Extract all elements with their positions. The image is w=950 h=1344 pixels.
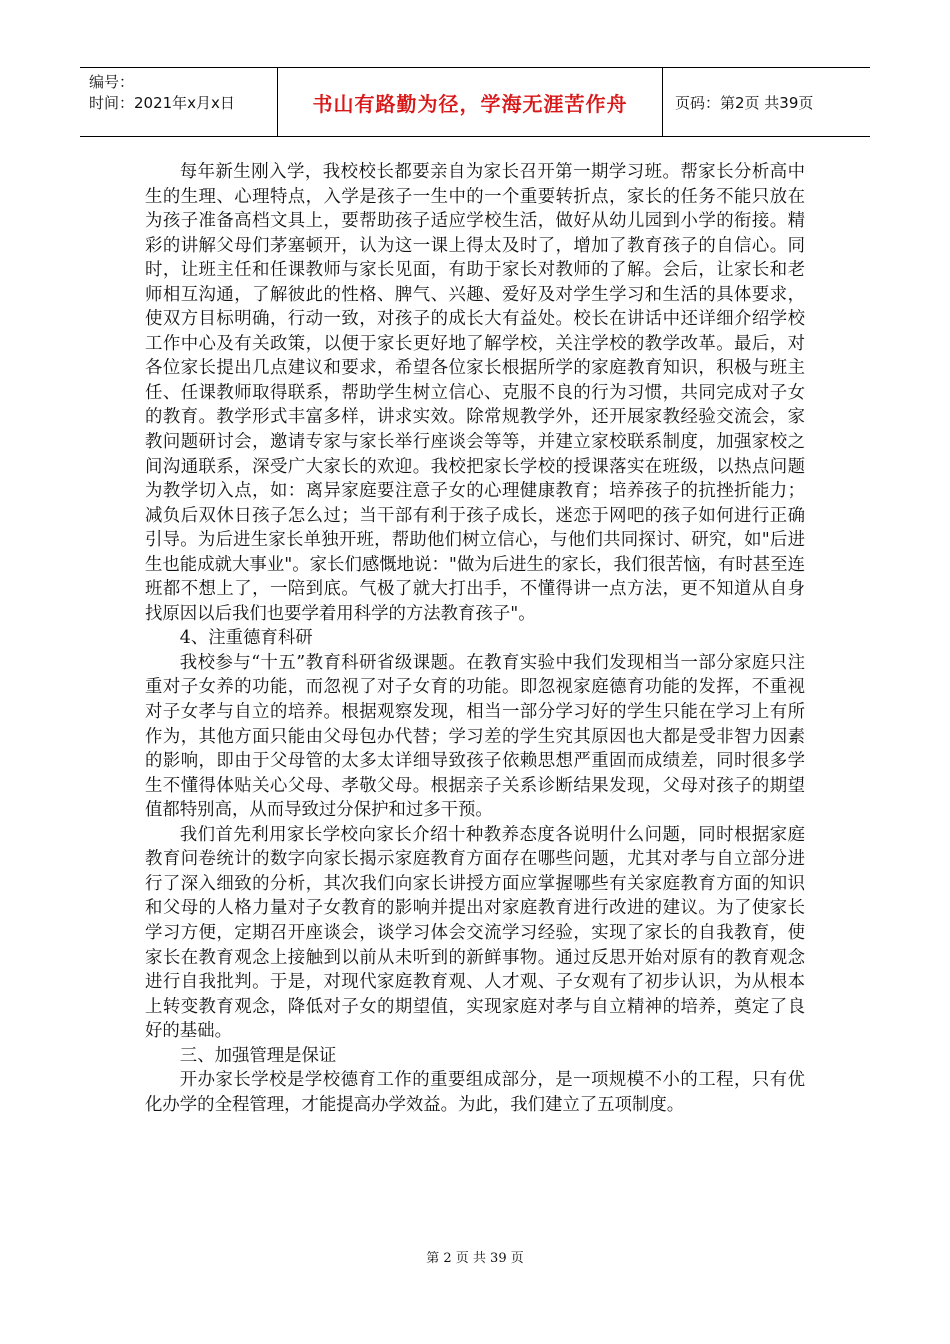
document-body (145, 160, 805, 1117)
paragraph-parent-class: 每年新生刚入学，我校校长都要亲自为家长召开第一期学习班。帮家长分析高中生的生理、心理特点，入学是孩子一生中的一个重要转折点，家长的任务不能只放在为孩子准备高档文具上，要帮助孩子适应学校生活，做好从幼儿园到小学的衔接。精彩的讲解父母们茅塞顿开，认为这一课上得太及时了，增加了教育孩子的自信心。同时，让班主任和任课教师与家长见面，有助于家长对教师的了解。会后，让家长和老师相互沟通，了解彼此的性格、脾气、兴趣、爱好及对学生学习和生活的具体要求，使双方目标明确，行动一致，对孩子的成长大有益处。校长在讲话中还详细介绍学校工作中心及有关政策，以便于家长更好地了解学校，关注学校的教学改革。最后，对各位家长提出几点建议和要求，希望各位家长根据所学的家庭教育知识，积极与班主任、任课教师取得联系，帮助学生树立信心、克服不良的行为习惯，共同完成对子女的教育。教学形式丰富多样，讲求实效。除常规教学外，还开展家教经验交流会，家教问题研讨会，邀请专家与家长举行座谈会等等，并建立家校联系制度，加强家校之间沟通联系，深受广大家长的欢迎。我校把家长学校的授课落实在班级，以热点问题为教学切入点，如：离异家庭要注意子女的心理健康教育；培养孩子的抗挫折能力；减负后双休日孩子怎么过；当干部有利于孩子成长，迷恋于网吧的孩子如何进行正确引导。为后进生家长单独开班，帮助他们树立信心，与他们共同探讨、研究，如"后进生也能成就大事业"。家长们感慨地说："做为后进生的家长，我们很苦恼，有时甚至连班都不想上了，一陪到底。气极了就大打出手，不懂得讲一点方法，更不知道从自身找原因以后我们也要学着用科学的方法教育孩子"。 (145, 162, 805, 624)
header-motto-cell (278, 68, 663, 136)
document-number-label: 编号： (89, 73, 135, 91)
paragraph-management: 开办家长学校是学校德育工作的重要组成部分，是一项规模不小的工程，只有优化办学的全程管理，才能提高办学效益。为此，我们建立了五项制度。 (145, 1070, 805, 1115)
document-header (80, 67, 870, 137)
paragraph-parent-school-methods: 我们首先利用家长学校向家长介绍十种教养态度各说明什么问题，同时根据家庭教育问卷统计的数字向家长揭示家庭教育方面存在哪些问题，尤其对孝与自立部分进行了深入细致的分析，其次我们向家长讲授方面应掌握哪些有关家庭教育方面的知识和父母的人格力量对子女教育的影响并提出对家庭教育进行改进的建议。为了使家长学习方便，定期召开座谈会，谈学习体会交流学习经验，实现了家长的自我教育，使家长在教育观念上接触到以前从未听到的新鲜事物。通过反思开始对原有的教育观念进行自我批判。于是，对现代家庭教育观、人才观、子女观有了初步认识，为从根本上转变教育观念，降低对子女的期望值，实现家庭对孝与自立精神的培养，奠定了良好的基础。 (145, 824, 805, 1042)
section-heading-moral-research: 4、注重德育科研 (179, 628, 313, 649)
header-meta (80, 68, 278, 136)
header-page-info-cell (663, 68, 870, 136)
document-date: 时间：2021年x月x日 (89, 94, 235, 112)
header-motto: 书山有路勤为径，学海无涯苦作舟 (312, 91, 628, 116)
page-footer: 第 2 页 共 39 页 (426, 1251, 524, 1266)
paragraph-research-project: 我校参与“十五”教育科研省级课题。在教育实验中我们发现相当一部分家庭只注重对子女养的功能，而忽视了对子女育的功能。即忽视家庭德育功能的发挥，不重视对子女孝与自立的培养。根据观察发现，相当一部分学习好的学生只能在学习上有所作为，其他方面只能由父母包办代替；学习差的学生究其原因也大都是受非智力因素的影响，即由于父母管的太多太详细导致孩子依赖思想严重固而成绩差，同时很多学生不懂得体贴关心父母、孝敬父母。根据亲子关系诊断结果发现，父母对孩子的期望值都特别高，从而导致过分保护和过多干预。 (145, 652, 805, 821)
header-page-info: 页码：第2页 共39页 (675, 93, 814, 112)
section-heading-management: 三、加强管理是保证 (179, 1045, 337, 1066)
